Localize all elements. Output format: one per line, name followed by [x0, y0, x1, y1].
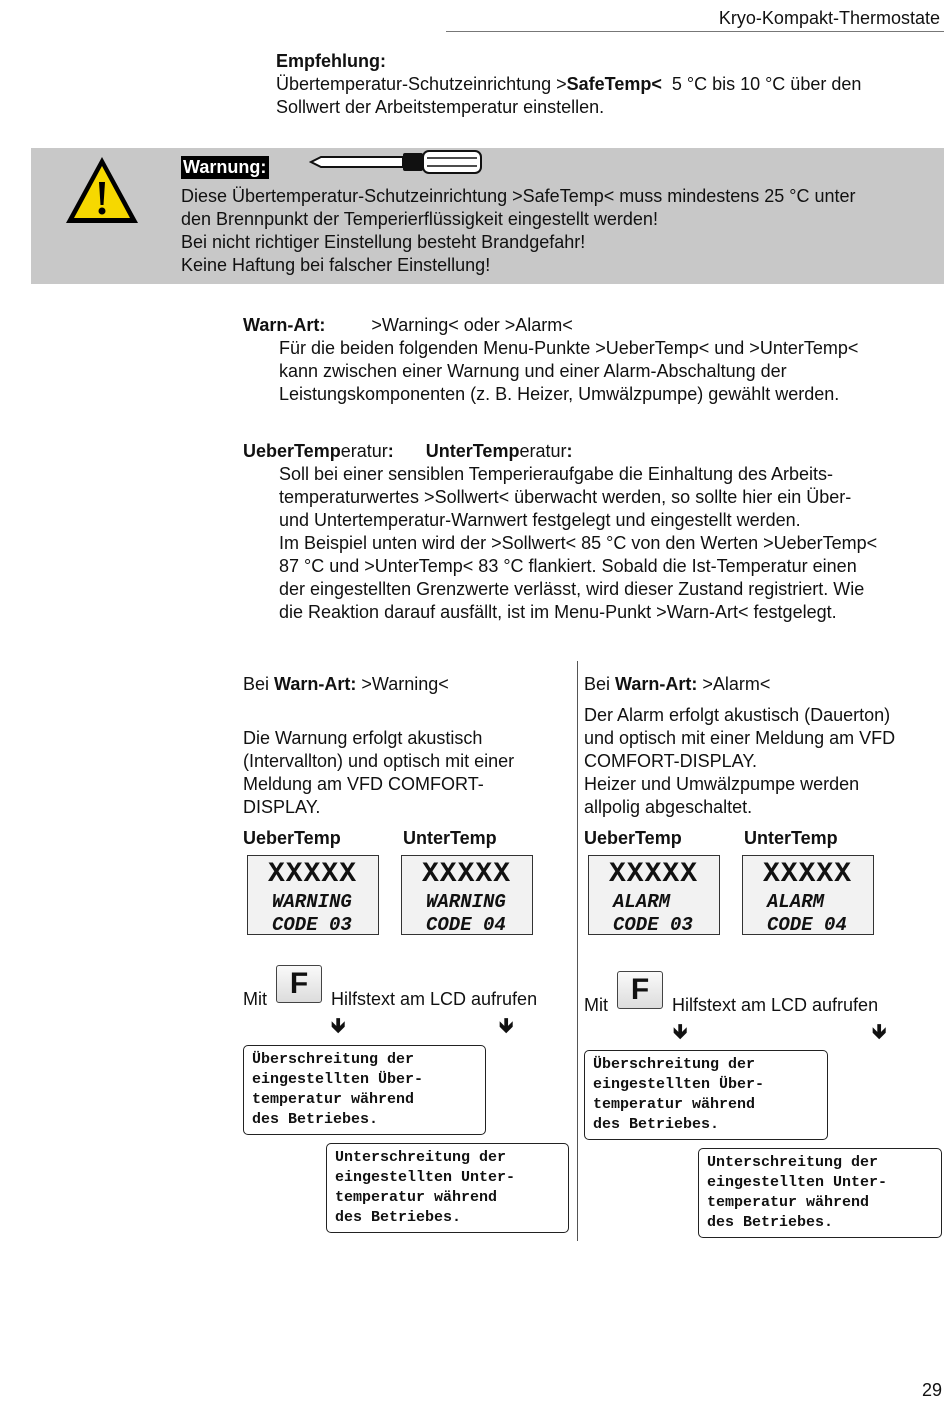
display-line-3: CODE 03 — [613, 914, 693, 936]
recommendation-line-2: Sollwert der Arbeitstemperatur einstellen. — [276, 97, 605, 117]
left-desc-line: Die Warnung erfolgt akustisch — [243, 728, 483, 748]
warning-text — [181, 185, 950, 277]
temps-line: Im Beispiel unten wird der >Sollwert< 85 °C von den Werten >UeberTemp< — [279, 533, 878, 553]
right-desc-line: und optisch mit einer Meldung am VFD — [584, 728, 896, 748]
display-warning-code-04 — [401, 855, 533, 935]
left-description — [243, 727, 573, 819]
left-desc-line: Meldung am VFD COMFORT- — [243, 774, 484, 794]
right-mit: Mit — [584, 995, 608, 1015]
arrow-down-icon: 🡻 — [673, 1021, 688, 1043]
help-box-ueber: Überschreitung der eingestellten Über- temperatur während des Betriebes. — [243, 1045, 486, 1135]
left-label-ueber: UeberTemp — [243, 828, 341, 848]
right-label-ueber: UeberTemp — [584, 828, 682, 848]
display-warning-code-03 — [247, 855, 379, 935]
warning-line: Bei nicht richtiger Einstellung besteht Brandgefahr! — [181, 232, 586, 252]
right-helptext-label: Hilfstext am LCD aufrufen — [672, 995, 879, 1015]
right-desc-line: allpolig abgeschaltet. — [584, 797, 753, 817]
left-helptext-label: Hilfstext am LCD aufrufen — [331, 989, 538, 1009]
warning-label: Warnung: — [181, 156, 269, 179]
arrow-down-icon: 🡻 — [872, 1021, 887, 1043]
warning-triangle-icon — [63, 154, 141, 226]
display-line-2: ALARM — [767, 891, 825, 913]
f-key-button[interactable]: F — [276, 965, 322, 1003]
header-rule — [446, 31, 944, 32]
temps-line: der eingestellten Grenzwerte verlässt, wird dieser Zustand registriert. Wie — [279, 579, 865, 599]
warnart-line: kann zwischen einer Warnung und einer Alarm-Abschaltung der — [279, 361, 787, 381]
column-divider — [577, 661, 578, 1241]
warnart-term-line — [243, 314, 943, 337]
display-line-1: XXXXX — [609, 859, 699, 890]
ueber-term-rest: eratur — [340, 441, 388, 461]
ueber-term-colon: : — [387, 441, 394, 461]
screwdriver-icon — [309, 148, 487, 176]
unter-term-bold: UnterTemp — [425, 441, 520, 461]
warning-line: Diese Übertemperatur-Schutzeinrichtung >SafeTemp< muss mindestens 25 °C unter — [181, 186, 856, 206]
recommendation — [276, 50, 946, 119]
left-desc-line: DISPLAY. — [243, 797, 321, 817]
temps-line: temperaturwertes >Sollwert< überwacht werden, so sollte hier ein Über- — [279, 487, 852, 507]
temps-term-line — [243, 440, 943, 463]
right-desc-line: Heizer und Umwälzpumpe werden — [584, 774, 860, 794]
rec-text-post: 5 °C bis 10 °C über den — [661, 74, 862, 94]
warning-box — [31, 148, 944, 284]
recommendation-heading: Empfehlung: — [276, 51, 386, 71]
right-description — [584, 704, 946, 819]
unter-term-colon: : — [566, 441, 573, 461]
temps-line: und Untertemperatur-Warnwert festgelegt und eingestellt werden. — [279, 510, 801, 530]
help-box-unter: Unterschreitung der eingestellten Unter- temperatur während des Betriebes. — [326, 1143, 569, 1233]
left-label-unter: UnterTemp — [403, 828, 497, 848]
temps-line: Soll bei einer sensiblen Temperieraufgabe die Einhaltung des Arbeits- — [279, 464, 834, 484]
temps-line: die Reaktion darauf ausfällt, ist im Menu-Punkt >Warn-Art< festgelegt. — [279, 602, 837, 622]
arrow-down-icon: 🡻 — [331, 1015, 346, 1037]
right-intro-post: >Alarm< — [697, 674, 771, 694]
recommendation-line-1 — [276, 73, 946, 96]
display-line-3: CODE 04 — [767, 914, 847, 936]
f-key-button[interactable]: F — [617, 971, 663, 1009]
left-intro-bold: Warn-Art: — [274, 674, 357, 694]
warning-label-wrap — [181, 156, 269, 179]
display-line-1: XXXXX — [763, 859, 853, 890]
warnart-term: Warn-Art: — [243, 315, 326, 335]
left-desc-line: (Intervallton) und optisch mit einer — [243, 751, 515, 771]
temps-line: 87 °C und >UnterTemp< 83 °C flankiert. Sobald die Ist-Temperatur einen — [279, 556, 857, 576]
display-line-2: WARNING — [272, 891, 352, 913]
right-intro-bold: Warn-Art: — [615, 674, 698, 694]
warning-line: Keine Haftung bei falscher Einstellung! — [181, 255, 491, 275]
page-number: 29 — [921, 1380, 942, 1400]
ueber-term-bold: UeberTemp — [243, 441, 341, 461]
right-intro-pre: Bei — [584, 674, 616, 694]
right-desc-line: COMFORT-DISPLAY. — [584, 751, 758, 771]
left-intro — [243, 673, 449, 696]
warnart-description — [279, 337, 947, 406]
display-line-2: WARNING — [426, 891, 506, 913]
help-box-ueber: Überschreitung der eingestellten Über- temperatur während des Betriebes. — [584, 1050, 828, 1140]
display-line-2: ALARM — [613, 891, 671, 913]
left-intro-post: >Warning< — [356, 674, 449, 694]
warnart-options: >Warning< oder >Alarm< — [371, 315, 573, 335]
left-intro-pre: Bei — [243, 674, 275, 694]
temps-description — [279, 463, 947, 624]
help-box-unter: Unterschreitung der eingestellten Unter- temperatur während des Betriebes. — [698, 1148, 942, 1238]
left-mit: Mit — [243, 989, 267, 1009]
right-intro — [584, 673, 770, 696]
right-desc-line: Der Alarm erfolgt akustisch (Dauerton) — [584, 705, 891, 725]
header-title: Kryo-Kompakt-Thermostate — [718, 8, 940, 28]
display-alarm-code-04 — [742, 855, 874, 935]
warnart-line: Für die beiden folgenden Menu-Punkte >UeberTemp< und >UnterTemp< — [279, 338, 859, 358]
display-line-3: CODE 04 — [426, 914, 506, 936]
display-line-1: XXXXX — [268, 859, 358, 890]
arrow-down-icon: 🡻 — [499, 1015, 514, 1037]
display-line-1: XXXXX — [422, 859, 512, 890]
display-line-3: CODE 03 — [272, 914, 352, 936]
unter-term-rest: eratur — [519, 441, 567, 461]
rec-text-bold: SafeTemp< — [566, 74, 662, 94]
warning-line: den Brennpunkt der Temperierflüssigkeit eingestellt werden! — [181, 209, 658, 229]
right-label-unter: UnterTemp — [744, 828, 838, 848]
rec-text-pre: Übertemperatur-Schutzeinrichtung > — [276, 74, 567, 94]
display-alarm-code-03 — [588, 855, 720, 935]
warnart-line: Leistungskomponenten (z. B. Heizer, Umwälzpumpe) gewählt werden. — [279, 384, 840, 404]
